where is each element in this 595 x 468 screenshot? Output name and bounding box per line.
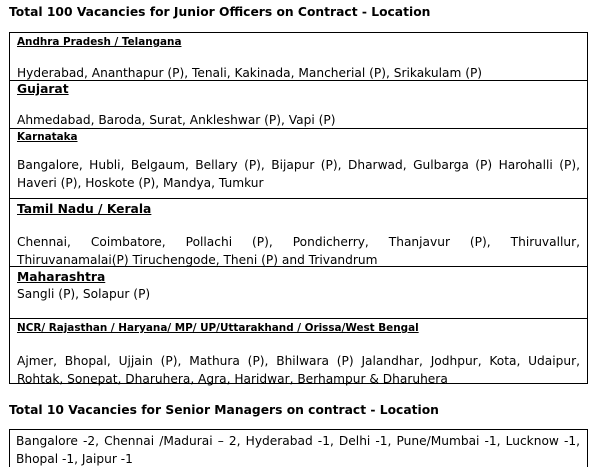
region-locations: Hyderabad, Ananthapur (P), Tenali, Kakinada, Mancherial (P), Srikakulam (P) [17,66,483,80]
region-title: Maharashtra [17,270,106,284]
region-title: Gujarat [17,82,69,96]
region-andhra-pradesh-telangana [10,33,587,81]
region-title: Tamil Nadu / Kerala [17,202,152,216]
region-locations: Ahmedabad, Baroda, Surat, Ankleshwar (P), Vapi (P) [17,113,336,127]
senior-managers-heading: Total 10 Vacancies for Senior Managers on contract - Location [9,403,439,417]
region-locations: Sangli (P), Solapur (P) [17,287,151,301]
region-karnataka [10,129,587,199]
junior-locations-table [9,32,588,384]
junior-officers-heading: Total 100 Vacancies for Junior Officers on Contract - Location [9,5,431,19]
senior-locations: Bangalore -2, Chennai /Madurai – 2, Hyderabad -1, Delhi -1, Pune/Mumbai -1, Lucknow -1, Bhopal -1, Jaipur -1 [16,434,580,466]
region-title: NCR/ Rajasthan / Haryana/ MP/ UP/Uttarakhand / Orissa/West Bengal [17,322,419,334]
region-north-east [10,319,587,385]
senior-locations-box [9,429,588,467]
region-locations: Bangalore, Hubli, Belgaum, Bellary (P), Bijapur (P), Dharwad, Gulbarga (P) Harohalli (P), Haveri (P), Hoskote (P), Mandya, Tumkur [17,158,580,190]
region-maharashtra [10,267,587,319]
region-gujarat [10,81,587,129]
region-title: Andhra Pradesh / Telangana [17,36,182,48]
region-locations: Ajmer, Bhopal, Ujjain (P), Mathura (P), Bhilwara (P) Jalandhar, Jodhpur, Kota, Udaipur, Rohtak, Sonepat, Dharuhera, Agra, Haridwar, Berhampur & Dharuhera [17,354,580,386]
region-title: Karnataka [17,131,78,143]
region-tamil-nadu-kerala [10,199,587,267]
region-locations: Chennai, Coimbatore, Pollachi (P), Pondicherry, Thanjavur (P), Thiruvallur, Thiruvanamalai(P) Tiruchengode, Theni (P) and Trivandrum [17,235,580,267]
